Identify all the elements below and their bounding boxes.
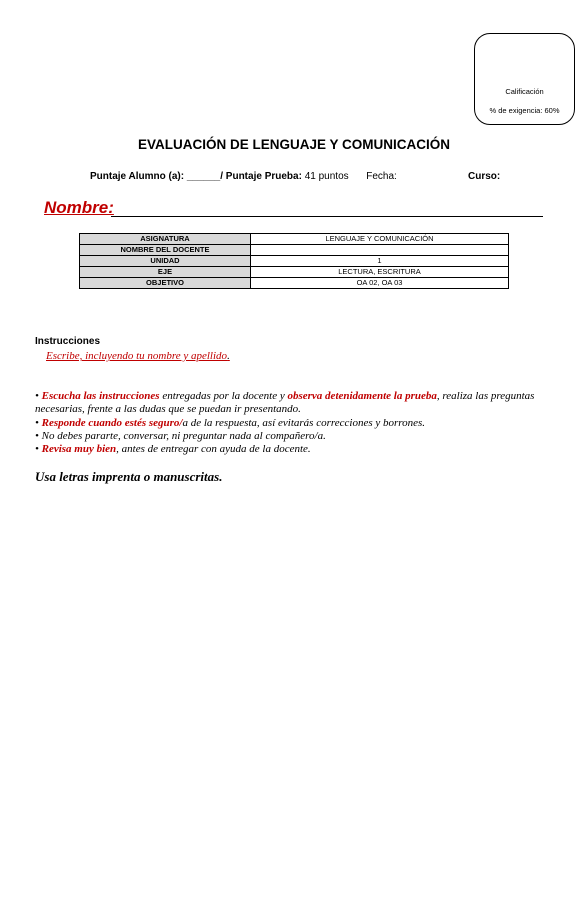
rule-text: , realiza las preguntas necesarias, frente a las dudas que se puedan ir presentando. — [35, 390, 535, 416]
exigencia-label: % de exigencia: 60% — [489, 106, 560, 115]
page-title: EVALUACIÓN DE LENGUAJE Y COMUNICACIÓN — [137, 137, 451, 152]
instructions-subheading — [46, 350, 230, 362]
table-row — [80, 234, 509, 245]
rule-item — [35, 443, 560, 456]
fecha-label: Fecha: — [366, 171, 397, 182]
table-row — [80, 245, 509, 256]
alumno-blank: ______/ — [184, 171, 226, 182]
prueba-label: Puntaje Prueba: — [225, 171, 302, 182]
table-key: EJE — [80, 267, 251, 278]
table-key: OBJETIVO — [80, 278, 251, 289]
table-row — [80, 278, 509, 289]
rule-text: , antes de entregar con ayuda de la docente. — [116, 443, 311, 456]
table-value: OA 02, OA 03 — [251, 278, 509, 289]
rule-highlight: observa detenidamente la prueba — [287, 390, 437, 402]
alumno-label: Puntaje Alumno (a): — [90, 171, 185, 182]
rule-item — [35, 417, 560, 430]
score-line — [90, 171, 397, 182]
rule-text: a de la respuesta, así evitarás correcciones y borrones. — [182, 416, 426, 429]
table-value: LECTURA, ESCRITURA — [251, 267, 509, 278]
info-table — [79, 233, 509, 289]
rule-highlight: Escucha las instrucciones — [41, 390, 160, 402]
table-row — [80, 267, 509, 278]
nombre-line — [111, 216, 543, 217]
instructions-subheading-end: . — [227, 350, 230, 362]
rule-highlight: Revisa muy bien — [41, 443, 117, 456]
table-key: NOMBRE DEL DOCENTE — [80, 245, 251, 256]
letras-note: Usa letras imprenta o manuscritas. — [35, 469, 223, 484]
bullet: • — [35, 443, 42, 456]
table-value: 1 — [251, 256, 509, 267]
table-value — [251, 245, 509, 256]
nombre-label: Nombre: — [44, 198, 114, 217]
table-key: UNIDAD — [80, 256, 251, 267]
bullet: • — [35, 390, 42, 402]
table-key: ASIGNATURA — [80, 234, 251, 245]
rule-text: entregadas por la docente y — [159, 390, 288, 402]
table-row — [80, 256, 509, 267]
rule-item — [35, 390, 560, 417]
grade-label: Calificación — [505, 87, 544, 96]
rule-highlight: Responde cuando estés seguro/ — [41, 416, 183, 429]
curso-label: Curso: — [468, 171, 501, 182]
prueba-value: 41 puntos — [301, 171, 349, 182]
bullet: • — [35, 416, 42, 429]
instructions-heading: Instrucciones — [35, 336, 101, 347]
rule-item: • No debes pararte, conversar, ni preguntar nada al compañero/a. — [35, 429, 326, 442]
grade-box — [474, 33, 575, 125]
table-value: LENGUAJE Y COMUNICACIÓN — [251, 234, 509, 245]
rules-list — [35, 390, 560, 456]
instructions-subheading-text: Escribe, incluyendo tu nombre y apellido — [46, 350, 228, 362]
